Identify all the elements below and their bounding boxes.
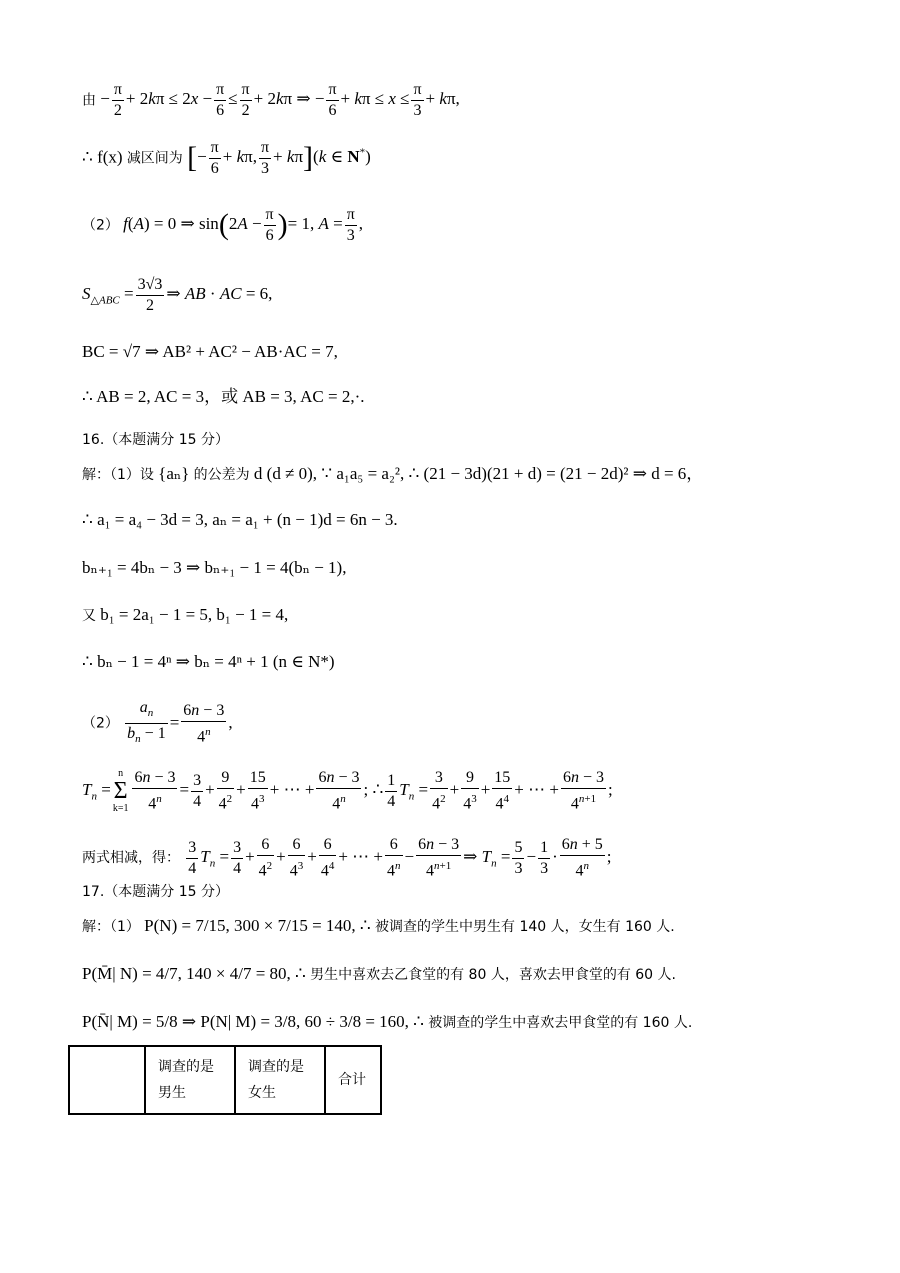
line-general-term-b [82, 650, 335, 674]
line-8-text: 的公差为 [193, 467, 250, 483]
line-area: $S_{\triangle ABC}$ = $\frac{3√3}{2}$ ⇒ AB · AC = 6, [82, 276, 273, 314]
line-initial-b [82, 603, 288, 628]
table-cell-male [145, 1046, 235, 1114]
line-law-of-cosines [82, 340, 338, 364]
cell-male-line-1: 调查的是 [158, 1059, 214, 1075]
line-part2-ratio: （2） $\frac{a_n}{b_n - 1}$ = $\frac{6n - 3}{4^n}$ , [82, 699, 233, 746]
line-17-text: 被调查的学生中男生有 140 人，女生有 160 人. [375, 919, 675, 935]
line-prob-N [82, 914, 675, 939]
line-decreasing-condition: 由 − $\frac{\pi}{2}$ + 2kπ ≤ 2x − $\frac{\pi}{6}$ ≤ $\frac{\pi}{2}$ + 2kπ ⇒ − $\frac{\pi}{6}$ + kπ ≤ x ≤ $\frac{\pi}{3}$ + kπ, [82, 81, 460, 119]
table-cell-female [235, 1046, 325, 1114]
line-8-expr: d (d ≠ 0), ∵ a₁a₅ = a₂², ∴ (21 − 3d)(21 + d) = (21 − 2d)² ⇒ d = 6， [253, 464, 704, 483]
question-16-header: 16.（本题满分 15 分） [82, 432, 229, 448]
line-2-lead: ∴ f(x) [82, 147, 123, 167]
line-subtraction: 两式相减，得： $\frac{3}{4}$ $T_n$ = $\frac{3}{4}$ + $\frac{6}{4^2}$ + $\frac{6}{4^3}$ + $\frac{6}{4^4}$ + ⋯ + $\frac{6}{4^n}$ − $\frac{6n - 3}{4^{n+1}}$ ⇒ $T_n$ = $\frac{5}{3}$ − $\frac{1}{3}$ · $\frac{6n + 5}{4^n}$ ; [82, 836, 612, 880]
line-common-difference [82, 462, 703, 487]
line-general-term-a [82, 508, 398, 532]
line-5-expr: BC = √7 ⇒ AB² + AC² − AB·AC = 7, [82, 342, 338, 361]
line-decreasing-interval: ∴ f(x) 减区间为 [− $\frac{\pi}{6}$ + kπ, $\frac{\pi}{3}$ + kπ](k ∈ N*) [82, 139, 371, 177]
table-cell-total: 合计 [325, 1046, 381, 1114]
line-19-text: 被调查的学生中喜欢去甲食堂的有 160 人. [428, 1015, 693, 1031]
line-12-expr: ∴ bₙ − 1 = 4ⁿ ⇒ bₙ = 4ⁿ + 1 (n ∈ N*) [82, 652, 335, 671]
solution-label-17: 解：（1） [82, 919, 140, 935]
line-recurrence-b [82, 556, 346, 580]
line-sum-Tn: $T_n =n$ Σ k=1 $\frac{6n - 3}{4^n}$ = $\frac{3}{4}$ + $\frac{9}{4^2}$ + $\frac{15}{4^3}$ + ⋯ + $\frac{6n - 3}{4^n}$ ; ∴ $\frac{1}{4}$ $T_n$ = $\frac{3}{4^2}$ + $\frac{9}{4^3}$ + $\frac{15}{4^4}$ + ⋯ + $\frac{6n - 3}{4^{n+1}}$ ; [82, 768, 613, 815]
line-17-expr: P(N) = 7/15, 300 × 7/15 = 140, ∴ [144, 916, 371, 935]
line-15-lead: 两式相减，得： [82, 850, 180, 867]
table-row [69, 1046, 381, 1114]
part-2-label: （2） [82, 217, 119, 234]
line-6-expr: ∴ AB = 2, AC = 3，或 AB = 3, AC = 2,·. [82, 387, 365, 406]
you-char: 由 [82, 92, 96, 109]
line-sides-result [82, 385, 364, 409]
line-2-text: 减区间为 [126, 150, 183, 167]
line-18-text: 男生中喜欢去乙食堂的有 80 人，喜欢去甲食堂的有 60 人. [310, 967, 676, 983]
line-18-expr: P(M̄| N) = 4/7, 140 × 4/7 = 80, ∴ [82, 964, 306, 983]
line-prob-M-given-N [82, 962, 676, 987]
cell-male-line-2: 男生 [158, 1085, 186, 1101]
table-cell-empty [69, 1046, 145, 1114]
solution-label: 解：（1）设 [82, 467, 154, 483]
you-char-2: 又 [82, 608, 96, 624]
line-part2-angle: （2） f(A) = 0 ⇒ sin(2A − $\frac{\pi}{6}$ )= 1, A = $\frac{\pi}{3}$ , [82, 206, 364, 244]
question-17-header: 17.（本题满分 15 分） [82, 884, 229, 900]
line-11-expr: b₁ = 2a₁ − 1 = 5, b₁ − 1 = 4, [100, 605, 289, 624]
line-prob-N-given-M [82, 1010, 692, 1035]
contingency-table [68, 1045, 382, 1115]
line-10-expr: bₙ₊₁ = 4bₙ − 3 ⇒ bₙ₊₁ − 1 = 4(bₙ − 1), [82, 558, 347, 577]
cell-female-line-2: 女生 [248, 1085, 276, 1101]
line-19-expr: P(N̄| M) = 5/8 ⇒ P(N| M) = 3/8, 60 ÷ 3/8 = 160, ∴ [82, 1012, 424, 1031]
line-9-expr: ∴ a₁ = a₄ − 3d = 3, aₙ = a₁ + (n − 1)d = 6n − 3. [82, 510, 398, 529]
cell-female-line-1: 调查的是 [248, 1059, 304, 1075]
part-2-label-b: （2） [82, 715, 119, 732]
sequence-symbol: {aₙ} [158, 464, 190, 483]
